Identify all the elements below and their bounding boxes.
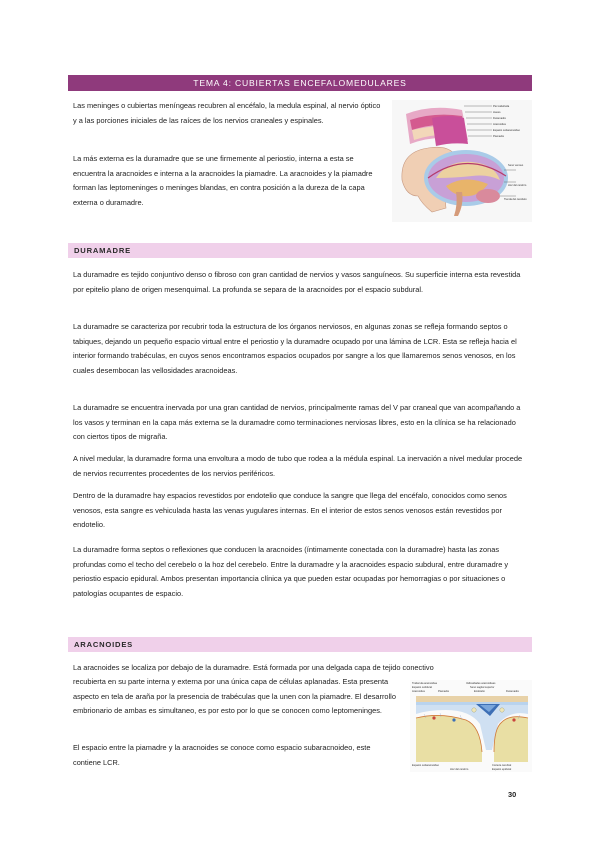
fig1-label-2: Duramadre	[493, 117, 506, 120]
fig2-label-4: Vellosidades aracnoideas	[466, 682, 496, 685]
aracnoides-paragraph-1-line-1: La aracnoides se localiza por debajo de la duramadre. Está formada por una delgada capa de tejido conectivo	[73, 663, 434, 672]
fig2-label-6: Endotelio	[474, 690, 485, 693]
duramadre-paragraph-5: Dentro de la duramadre hay espacios revestidos por endotelio que conduce la sangre que llega del encéfalo, conocidos como senos venosos, esta sangre es vehiculada hasta las venas yugulares internas. En el interior de estos senos venosos están revestidos por endotelio.	[73, 491, 507, 530]
intro-paragraph-1: Las meninges o cubiertas meníngeas recubren al encéfalo, la medula espinal, al nervio óptico y a las porciones iniciales de las raíces de los nervios craneales y espinales.	[73, 101, 381, 125]
fig1-label-3: Aracnoides	[493, 123, 506, 126]
fig2-label-1: Espacio subdural	[412, 686, 432, 689]
fig2-label-7: Duramadre	[506, 690, 519, 693]
fig2-label-0: Trabécula aracnoidea	[412, 682, 437, 685]
fig2-bottom-label-3: Espacio epidural	[492, 768, 512, 771]
fig2-bottom-label-2: Corteza cerebral	[492, 764, 512, 767]
fig1-bottom-label-0: Seno venoso	[508, 164, 524, 167]
fig1-bottom-label-2: Tienda del cerebelo	[504, 198, 527, 201]
duramadre-paragraph-6: La duramadre forma septos o reflexiones que conducen la aracnoides (íntimamente conectada con la duramadre) hasta las zonas profundas como el techo del cerebelo o la hoz del cerebelo. Entre la duramadre y la aracnoides espacio subdural, entre duramadre y periostio espacio epidural. Ambos presentan importancia clínica ya que pueden estar ocupadas por hemorragias o por situaciones o patologías ocupantes de espacio.	[73, 545, 509, 598]
fig1-label-4: Espacio subaracnoideo	[493, 129, 520, 132]
aracnoides-paragraph-2: El espacio entre la piamadre y la aracnoides se conoce como espacio subaracnoideo, este contiene LCR.	[73, 743, 371, 767]
meninges-brain-figure	[392, 100, 532, 222]
duramadre-paragraph-3: La duramadre se encuentra inervada por una gran cantidad de nervios, principalmente ramas del V par craneal que van acompañando a los vasos y terminan en la capa más externa se la duramadre como terminaciones nerviosas libres, esto en la clínica se ha relacionado con ciertos tipos de migraña.	[73, 403, 521, 442]
aracnoides-paragraph-1: recubierta en su parte interna y externa por una única capa de células aplanadas. Esta presenta aspecto en tela de araña por la presencia de trabéculas que la unen con la piamadre. El desarrollo embrionario de ambas es simultaneo, es por esto por lo que se conocen como leptomeninges.	[73, 677, 396, 716]
fig2-bottom-label-1: Hoz del cerebro	[450, 768, 469, 771]
section-heading-duramadre: DURAMADRE	[68, 243, 532, 258]
section-heading-aracnoides: ARACNOIDES	[68, 637, 532, 652]
fig1-label-0: Piel cabelluda	[493, 105, 510, 108]
duramadre-paragraph-2: La duramadre se caracteriza por recubrir toda la estructura de los órganos nerviosos, en algunas zonas se refleja formando septos o tabiques, dejando un pequeño espacio virtual entre el periostio y la duramadre ocupado por una lámina de LCR. Esta se refleja hacia el interior formando trabéculas, en cuyos senos encontramos espacios ocupados por sangre a los que llamaremos senos venosos, en los cuales desembocan las vellosidades aracnoideas.	[73, 322, 517, 375]
fig2-label-2: Aracnoides	[412, 690, 425, 693]
page-title: TEMA 4: CUBIERTAS ENCEFALOMEDULARES	[68, 75, 532, 91]
duramadre-paragraph-1: La duramadre es tejido conjuntivo denso o fibroso con gran cantidad de nervios y vasos sanguíneos. Su superficie interna esta revestida por epitelio plano de origen mesenquimal. La profunda se separa de la aracnoides por el espacio subdural.	[73, 270, 521, 294]
fig2-label-5: Seno sagital superior	[470, 686, 495, 689]
fig1-label-5: Piamadre	[493, 135, 505, 138]
fig2-bottom-label-0: Espacio subaracnoideo	[412, 764, 439, 767]
page-number: 30	[508, 790, 517, 799]
fig2-label-3: Piamadre	[438, 690, 450, 693]
duramadre-paragraph-4: A nivel medular, la duramadre forma una envoltura a modo de tubo que rodea a la médula espinal. La inervación a nivel medular procede de nervios recurrentes procedentes de los nervios periféricos.	[73, 454, 523, 478]
aracnoides-section-figure	[410, 680, 532, 772]
fig1-bottom-label-1: Hoz del cerebro	[508, 184, 527, 187]
intro-paragraph-2: La más externa es la duramadre que se une firmemente al periostio, interna a esta se encuentra la aracnoides e interna a la aracnoides la piamadre. La aracnoides y la piamadre forman las leptomeninges o meninges blandas, en contra posición a la dureza de la capa externa o duramadre.	[73, 154, 373, 207]
fig1-label-1: Hueso	[493, 111, 501, 114]
